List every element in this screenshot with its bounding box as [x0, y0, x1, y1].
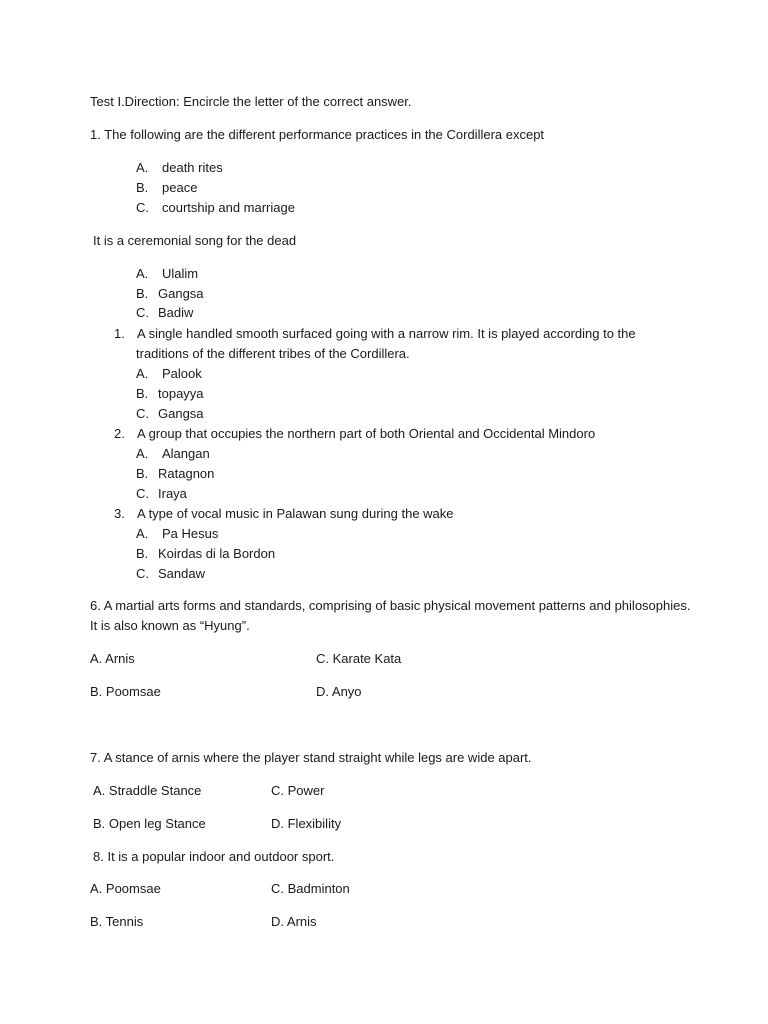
- q3-option-b[interactable]: [136, 386, 204, 402]
- q6-option-d[interactable]: D. Anyo: [316, 684, 362, 699]
- option-text: Badiw: [158, 305, 194, 320]
- option-letter: B.: [136, 546, 149, 561]
- question-3-line-2: traditions of the different tribes of the Cordillera.: [136, 346, 410, 361]
- q4-option-a[interactable]: [136, 446, 210, 462]
- q1-option-b[interactable]: [136, 180, 197, 196]
- q1-option-c[interactable]: [136, 200, 295, 216]
- option-text: peace: [162, 180, 198, 195]
- option-letter: C.: [136, 406, 149, 421]
- question-2-text: It is a ceremonial song for the dead: [93, 233, 297, 248]
- option-text: Gangsa: [158, 286, 204, 301]
- question-8-text: 8. It is a popular indoor and outdoor sport.: [93, 849, 335, 864]
- question-5-text: A type of vocal music in Palawan sung during the wake: [137, 506, 454, 521]
- q7-option-c[interactable]: C. Power: [271, 783, 325, 798]
- option-letter: A.: [136, 366, 149, 381]
- option-letter: B.: [136, 180, 149, 195]
- option-text: courtship and marriage: [162, 200, 295, 215]
- q6-option-b[interactable]: B. Poomsae: [90, 684, 161, 699]
- q5-option-a[interactable]: [136, 526, 218, 542]
- q6-option-a[interactable]: A. Arnis: [90, 651, 135, 666]
- test-direction-heading: Test I.Direction: Encircle the letter of the correct answer.: [90, 94, 412, 109]
- option-letter: B.: [136, 286, 149, 301]
- q2-option-b[interactable]: [136, 286, 204, 302]
- q7-option-b[interactable]: B. Open leg Stance: [93, 816, 206, 831]
- question-5-number: 3.: [114, 506, 125, 521]
- q3-option-c[interactable]: [136, 406, 204, 422]
- option-letter: A.: [136, 526, 149, 541]
- q8-option-b[interactable]: B. Tennis: [90, 914, 144, 929]
- option-letter: C.: [136, 486, 149, 501]
- option-letter: A.: [136, 446, 149, 461]
- question-4-number: 2.: [114, 426, 125, 441]
- option-text: Ulalim: [162, 266, 199, 281]
- option-text: Ratagnon: [158, 466, 215, 481]
- option-letter: B.: [136, 386, 149, 401]
- q8-option-c[interactable]: C. Badminton: [271, 881, 350, 896]
- q7-option-a[interactable]: A. Straddle Stance: [93, 783, 202, 798]
- question-3-number: 1.: [114, 326, 125, 341]
- q7-option-d[interactable]: D. Flexibility: [271, 816, 342, 831]
- question-4-text: A group that occupies the northern part of both Oriental and Occidental Mindoro: [137, 426, 596, 441]
- q6-option-c[interactable]: C. Karate Kata: [316, 651, 402, 666]
- option-letter: C.: [136, 305, 149, 320]
- option-letter: A.: [136, 266, 149, 281]
- q4-option-c[interactable]: [136, 486, 187, 502]
- option-text: Iraya: [158, 486, 187, 501]
- q5-option-b[interactable]: [136, 546, 275, 562]
- question-1-text: 1. The following are the different performance practices in the Cordillera except: [90, 127, 545, 142]
- question-6-line-1: 6. A martial arts forms and standards, comprising of basic physical movement patterns and philosophies.: [90, 598, 691, 613]
- question-3-line-1: A single handled smooth surfaced going with a narrow rim. It is played according to the: [137, 326, 636, 341]
- option-text: topayya: [158, 386, 204, 401]
- q2-option-a[interactable]: [136, 266, 198, 282]
- question-7-text: 7. A stance of arnis where the player stand straight while legs are wide apart.: [90, 750, 532, 765]
- q5-option-c[interactable]: [136, 566, 205, 582]
- option-letter: B.: [136, 466, 149, 481]
- q8-option-a[interactable]: A. Poomsae: [90, 881, 161, 896]
- option-letter: C.: [136, 200, 149, 215]
- option-text: Pa Hesus: [162, 526, 219, 541]
- option-letter: A.: [136, 160, 149, 175]
- option-text: Palook: [162, 366, 202, 381]
- option-text: Sandaw: [158, 566, 205, 581]
- question-6-line-2: It is also known as “Hyung”.: [90, 618, 250, 633]
- option-letter: C.: [136, 566, 149, 581]
- q1-option-a[interactable]: [136, 160, 223, 176]
- q8-option-d[interactable]: D. Arnis: [271, 914, 317, 929]
- option-text: death rites: [162, 160, 223, 175]
- q4-option-b[interactable]: [136, 466, 214, 482]
- option-text: Alangan: [162, 446, 210, 461]
- option-text: Gangsa: [158, 406, 204, 421]
- option-text: Koirdas di la Bordon: [158, 546, 276, 561]
- q3-option-a[interactable]: [136, 366, 202, 382]
- q2-option-c[interactable]: [136, 305, 193, 321]
